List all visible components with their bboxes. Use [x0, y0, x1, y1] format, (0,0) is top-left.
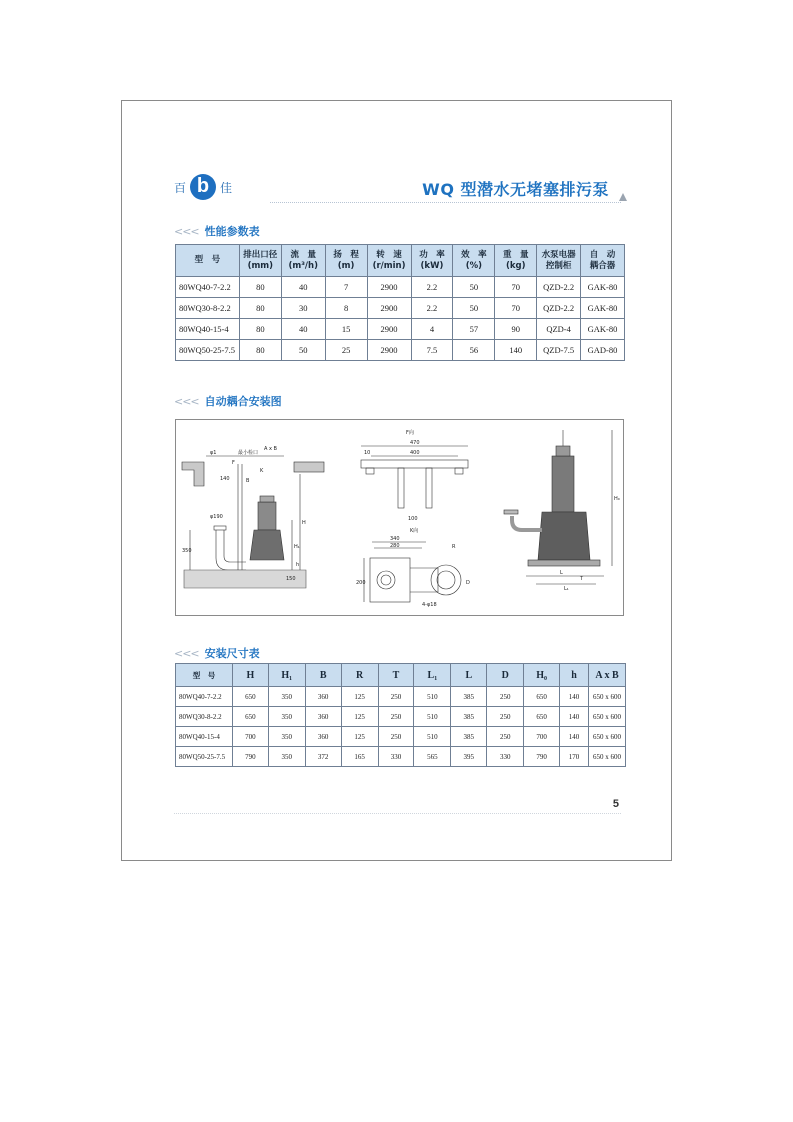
label-d: D — [466, 580, 470, 586]
cell: 350 — [268, 687, 305, 707]
label-b: B — [246, 478, 250, 484]
cell: 360 — [305, 727, 341, 747]
cell: QZD-4 — [537, 319, 581, 340]
cell: 510 — [414, 727, 451, 747]
label-400: 400 — [410, 450, 420, 456]
table-row — [176, 298, 625, 319]
label-l: L — [560, 570, 563, 576]
label-k-view: K向 — [410, 528, 419, 534]
pump-side-view — [504, 430, 612, 584]
label-100: 100 — [408, 516, 418, 522]
cell: 50 — [453, 298, 495, 319]
cell: 140 — [495, 340, 537, 361]
cell: 250 — [378, 707, 414, 727]
cell: 80 — [239, 277, 281, 298]
cell: 650 — [524, 707, 560, 727]
header-model: 型 号 — [176, 245, 240, 277]
header-h: H — [232, 664, 268, 687]
cell: 790 — [232, 747, 268, 767]
header-d: D — [487, 664, 524, 687]
cell: 70 — [495, 277, 537, 298]
cell: 790 — [524, 747, 560, 767]
header-head: 扬 程 (m) — [325, 245, 367, 277]
cell: QZD-2.2 — [537, 298, 581, 319]
cell: GAK-80 — [581, 277, 625, 298]
label-340: 340 — [390, 536, 400, 542]
table-row — [176, 277, 625, 298]
footer-divider — [174, 813, 621, 814]
performance-header-row — [176, 245, 625, 277]
label-4phi18: 4-φ18 — [422, 602, 437, 608]
header-axb: A x B — [589, 664, 626, 687]
table-row — [176, 319, 625, 340]
label-150: 150 — [286, 576, 296, 582]
cell: GAK-80 — [581, 319, 625, 340]
cell: 250 — [487, 687, 524, 707]
header-r: R — [341, 664, 378, 687]
chevrons-icon: <<< — [174, 394, 199, 408]
cell: 385 — [451, 707, 487, 727]
installation-header-row — [176, 664, 626, 687]
cell: 2900 — [367, 277, 411, 298]
header-efficiency: 效 率 (%) — [453, 245, 495, 277]
cell: 8 — [325, 298, 367, 319]
cell: 30 — [281, 298, 325, 319]
header-coupler: 自 动 耦合器 — [581, 245, 625, 277]
label-350: 350 — [182, 548, 192, 554]
label-phi1: φ1 — [210, 450, 217, 456]
label-f-view: F向 — [406, 430, 414, 436]
cell: 40 — [281, 319, 325, 340]
cell-model: 80WQ40-7-2.2 — [176, 687, 233, 707]
cell: 650 — [232, 707, 268, 727]
page-number: 5 — [612, 798, 619, 810]
cell: 330 — [378, 747, 414, 767]
header-outlet: 排出口径 (mm) — [239, 245, 281, 277]
header-control-cabinet: 水泵电器 控制柜 — [537, 245, 581, 277]
cell: 350 — [268, 747, 305, 767]
page-title: WQ 型潜水无堵塞排污泵 — [422, 180, 609, 199]
cell-model: 80WQ50-25-7.5 — [176, 747, 233, 767]
label-ho: H₀ — [614, 496, 620, 502]
cell: 90 — [495, 319, 537, 340]
label-phi190: φ190 — [210, 514, 223, 520]
cell-model: 80WQ50-25-7.5 — [176, 340, 240, 361]
label-k: K — [260, 468, 264, 474]
cell: 170 — [560, 747, 589, 767]
cell: 700 — [232, 727, 268, 747]
section-title-performance: 性能参数表 — [204, 225, 260, 238]
cell: 140 — [560, 687, 589, 707]
cell: GAK-80 — [581, 298, 625, 319]
cell-model: 80WQ40-7-2.2 — [176, 277, 240, 298]
cell: 395 — [451, 747, 487, 767]
cell: 650 x 600 — [589, 727, 626, 747]
triangle-icon — [619, 193, 627, 201]
label-small-h: h — [296, 562, 300, 568]
cell: 25 — [325, 340, 367, 361]
cell: QZD-2.2 — [537, 277, 581, 298]
cell: 250 — [378, 687, 414, 707]
installation-table — [175, 663, 626, 767]
section-header-installation — [174, 645, 260, 661]
cell-model: 80WQ40-15-4 — [176, 727, 233, 747]
cell: 2900 — [367, 319, 411, 340]
cell: 350 — [268, 707, 305, 727]
cell: GAD-80 — [581, 340, 625, 361]
header-small-h: h — [560, 664, 589, 687]
header-l: L — [451, 664, 487, 687]
cell: 165 — [341, 747, 378, 767]
cell: 4 — [411, 319, 453, 340]
k-view — [364, 542, 461, 602]
cell: 250 — [487, 727, 524, 747]
label-140: 140 — [220, 476, 230, 482]
cell: 360 — [305, 707, 341, 727]
cell: 700 — [524, 727, 560, 747]
header-model: 型 号 — [176, 664, 233, 687]
cell: 250 — [487, 707, 524, 727]
label-inlet: 最小检口 — [238, 450, 259, 456]
cell: 360 — [305, 687, 341, 707]
cell: 2.2 — [411, 298, 453, 319]
section-title-installation: 安装尺寸表 — [204, 647, 260, 660]
cell: 7 — [325, 277, 367, 298]
chevrons-icon: <<< — [174, 646, 199, 660]
cell: 57 — [453, 319, 495, 340]
cell: 650 — [232, 687, 268, 707]
cell: 385 — [451, 687, 487, 707]
brand-logo — [174, 173, 232, 201]
cell: 650 x 600 — [589, 747, 626, 767]
cell: 510 — [414, 687, 451, 707]
cell: QZD-7.5 — [537, 340, 581, 361]
brand-char-right: 佳 — [220, 180, 233, 195]
cell: 385 — [451, 727, 487, 747]
cell: 56 — [453, 340, 495, 361]
table-row — [176, 687, 626, 707]
label-200: 200 — [356, 580, 366, 586]
chevrons-icon: <<< — [174, 224, 199, 238]
label-r: R — [452, 544, 456, 550]
cell: 350 — [268, 727, 305, 747]
label-axb: A x B — [264, 446, 277, 452]
header-power: 功 率 (kW) — [411, 245, 453, 277]
cell-model: 80WQ40-15-4 — [176, 319, 240, 340]
cell: 650 x 600 — [589, 707, 626, 727]
label-f: F — [232, 460, 235, 466]
cell: 7.5 — [411, 340, 453, 361]
section-header-performance — [174, 223, 260, 239]
section-title-drawing: 自动耦合安装图 — [204, 395, 282, 408]
cell: 330 — [487, 747, 524, 767]
brand-b-icon: b — [190, 174, 216, 200]
cell: 125 — [341, 707, 378, 727]
header-flow: 流 量 (m³/h) — [281, 245, 325, 277]
table-row — [176, 707, 626, 727]
label-470: 470 — [410, 440, 420, 446]
label-10: 10 — [364, 450, 371, 456]
performance-table — [175, 244, 625, 361]
cell-model: 80WQ30-8-2.2 — [176, 298, 240, 319]
header-speed: 转 速 (r/min) — [367, 245, 411, 277]
cell: 80 — [239, 319, 281, 340]
label-t: T — [580, 576, 584, 582]
label-280: 280 — [390, 543, 400, 549]
cell: 650 x 600 — [589, 687, 626, 707]
brand-char-left: 百 — [174, 180, 187, 195]
cell: 250 — [378, 727, 414, 747]
header-b: B — [305, 664, 341, 687]
cell-model: 80WQ30-8-2.2 — [176, 707, 233, 727]
catalog-page — [121, 100, 672, 861]
table-row — [176, 727, 626, 747]
header-h1: H₁ — [268, 664, 305, 687]
cell: 70 — [495, 298, 537, 319]
table-row — [176, 747, 626, 767]
cell: 510 — [414, 707, 451, 727]
header-h0: H₀ — [524, 664, 560, 687]
cell: 15 — [325, 319, 367, 340]
cell: 50 — [281, 340, 325, 361]
installation-drawing — [175, 419, 624, 616]
cell: 2.2 — [411, 277, 453, 298]
title-divider — [270, 202, 621, 203]
cell: 650 — [524, 687, 560, 707]
table-row — [176, 340, 625, 361]
cell: 140 — [560, 707, 589, 727]
label-l1: L₁ — [564, 586, 569, 592]
cell: 565 — [414, 747, 451, 767]
cell: 2900 — [367, 340, 411, 361]
label-h: H — [302, 520, 306, 526]
cell: 125 — [341, 687, 378, 707]
label-h1: H₁ — [294, 544, 300, 550]
section-header-drawing — [174, 393, 282, 409]
cell: 125 — [341, 727, 378, 747]
cell: 2900 — [367, 298, 411, 319]
header-l1: L₁ — [414, 664, 451, 687]
cell: 372 — [305, 747, 341, 767]
header-t: T — [378, 664, 414, 687]
drawing-svg — [176, 420, 625, 617]
header-weight: 重 量 (kg) — [495, 245, 537, 277]
cell: 50 — [453, 277, 495, 298]
cell: 40 — [281, 277, 325, 298]
cell: 80 — [239, 340, 281, 361]
cell: 80 — [239, 298, 281, 319]
cell: 140 — [560, 727, 589, 747]
